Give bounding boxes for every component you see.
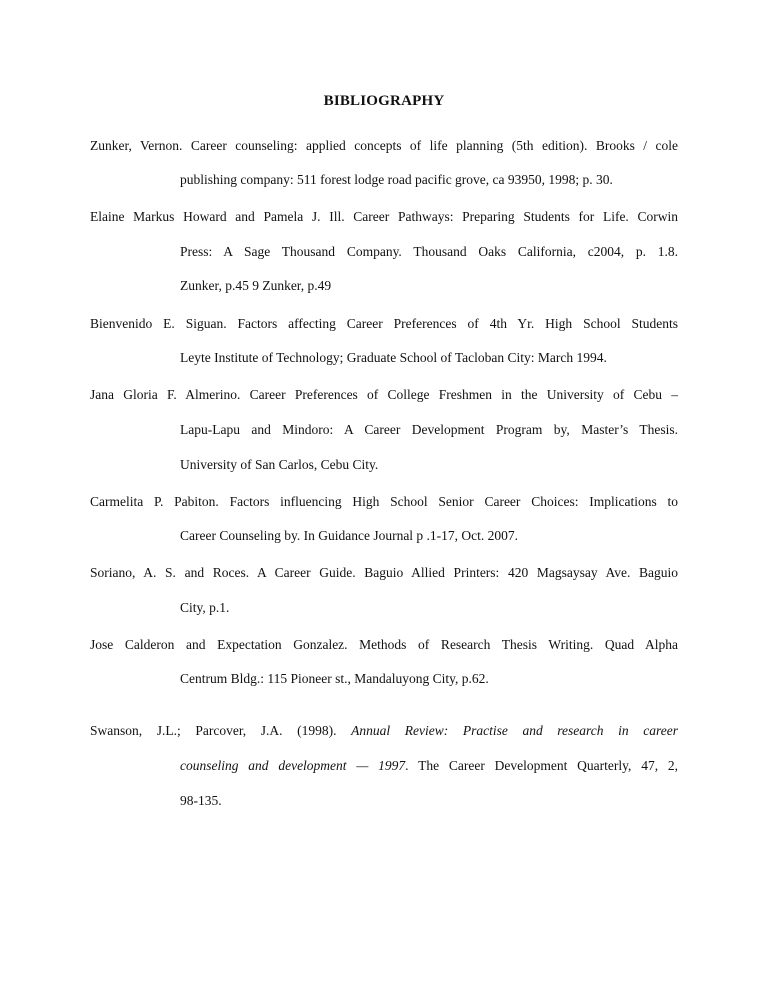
- entry-pabiton-line-2: Career Counseling by. In Guidance Journal p .1-17, Oct. 2007.: [180, 528, 519, 543]
- entry-howard-line-1: Elaine Markus Howard and Pamela J. Ill. Career Pathways: Preparing Students for Life. Corwin: [90, 209, 678, 224]
- entry-soriano-line-2: City, p.1.: [180, 600, 230, 615]
- page-title: BIBLIOGRAPHY: [323, 93, 445, 109]
- entry-pabiton-line-1: Carmelita P. Pabiton. Factors influencing High School Senior Career Choices: Implications to: [90, 494, 678, 509]
- entry-zunker-line-1: Zunker, Vernon. Career counseling: applied concepts of life planning (5th edition). Brooks / cole: [90, 138, 678, 153]
- swanson-journal: . The Career Development Quarterly, 47, 2,: [405, 758, 678, 773]
- entry-zunker-line-2: publishing company: 511 forest lodge road pacific grove, ca 93950, 1998; p. 30.: [180, 172, 613, 187]
- entry-swanson-line-3: 98-135.: [180, 793, 222, 808]
- swanson-title-part-2: counseling and development — 1997: [180, 758, 406, 773]
- entry-siguan-line-2: Leyte Institute of Technology; Graduate School of Tacloban City: March 1994.: [180, 350, 607, 365]
- entry-calderon-line-1: Jose Calderon and Expectation Gonzalez. Methods of Research Thesis Writing. Quad Alpha: [90, 637, 678, 652]
- entry-howard-line-2: Press: A Sage Thousand Company. Thousand Oaks California, c2004, p. 1.8.: [180, 244, 678, 259]
- entry-calderon-line-2: Centrum Bldg.: 115 Pioneer st., Mandaluyong City, p.62.: [180, 671, 489, 686]
- entry-swanson-line-1: [90, 722, 678, 740]
- entry-soriano-line-1: Soriano, A. S. and Roces. A Career Guide. Baguio Allied Printers: 420 Magsaysay Ave. Baguio: [90, 565, 678, 580]
- swanson-title-part-1: Annual Review: Practise and research in career: [351, 723, 678, 738]
- entry-swanson-line-2: [180, 757, 678, 775]
- entry-almerino-line-2: Lapu-Lapu and Mindoro: A Career Development Program by, Master’s Thesis.: [180, 422, 678, 437]
- entry-almerino-line-1: Jana Gloria F. Almerino. Career Preferences of College Freshmen in the University of Cebu –: [90, 387, 678, 402]
- entry-siguan-line-1: Bienvenido E. Siguan. Factors affecting Career Preferences of 4th Yr. High School Students: [90, 316, 678, 331]
- entry-almerino-line-3: University of San Carlos, Cebu City.: [180, 457, 379, 472]
- entry-howard-line-3: Zunker, p.45 9 Zunker, p.49: [180, 278, 332, 293]
- swanson-authors: Swanson, J.L.; Parcover, J.A. (1998).: [90, 723, 352, 738]
